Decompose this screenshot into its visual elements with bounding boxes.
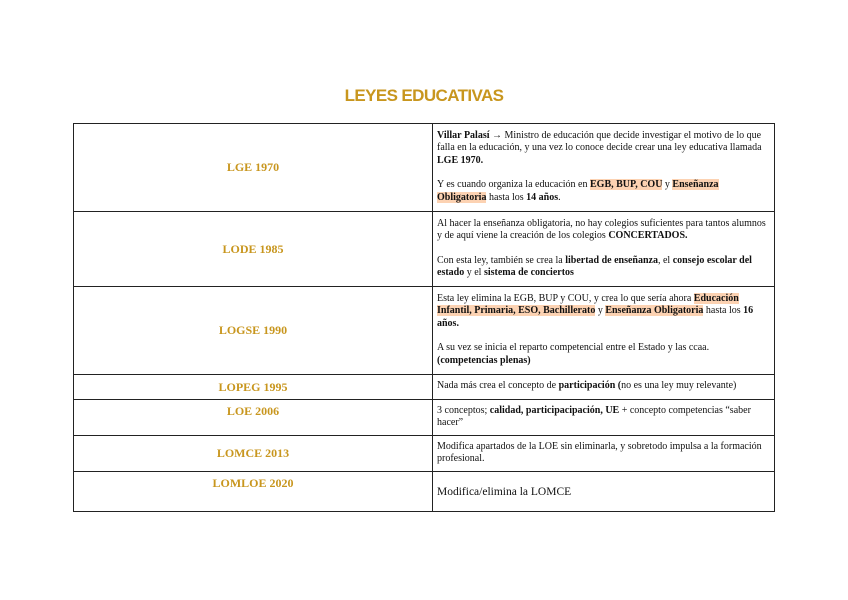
law-name: LOGSE 1990 (74, 287, 433, 375)
table-row (74, 124, 775, 212)
law-name: LGE 1970 (74, 124, 433, 212)
law-name: LOPEG 1995 (74, 375, 433, 400)
table-row (74, 400, 775, 436)
text-bold: Villar Palasí (437, 129, 490, 141)
law-description: Esta ley elimina la EGB, BUP y COU, y crea lo que sería ahora Educación Infantil, Primaria, ESO, Bachillerato y Enseñanza Obligatoria hasta los 16 años. A su vez se inicia el reparto competencial entre el Estado y las ccaa. (competencias plenas) (433, 287, 775, 375)
law-name: LODE 1985 (74, 212, 433, 287)
law-description: Al hacer la enseñanza obligatoria, no hay colegios suficientes para tantos alumnos y de aquí viene la creación de los colegios CONCERTADOS. Con esta ley, también se crea la libertad de enseñanza, el consejo escolar del estado y el sistema de conciertos (433, 212, 775, 287)
laws-table (73, 123, 775, 512)
document-title: LEYES EDUCATIVAS (344, 86, 504, 105)
law-name: LOMCE 2013 (74, 436, 433, 472)
highlight: Enseñanza Obligatoria (605, 305, 704, 317)
law-name: LOMLOE 2020 (74, 472, 433, 512)
law-description: Modifica apartados de la LOE sin eliminarla, y sobretodo impulsa a la formación profesional. (433, 436, 775, 472)
law-description: 3 conceptos; calidad, participacipación, UE + concepto competencias “saber hacer” (433, 400, 775, 436)
highlight: Educación Infantil, Primaria, ESO, Bachillerato (437, 292, 739, 317)
table-row (74, 212, 775, 287)
table-row (74, 375, 775, 400)
highlight: Enseñanza Obligatoria (437, 179, 719, 203)
table-row (74, 436, 775, 472)
arrow-icon: → (492, 129, 502, 141)
law-description: Nada más crea el concepto de participación (no es una ley muy relevante) (433, 375, 775, 400)
law-description: Modifica/elimina la LOMCE (433, 472, 775, 512)
law-name: LOE 2006 (74, 400, 433, 436)
table-row (74, 287, 775, 375)
highlight: EGB, BUP, COU (590, 179, 663, 191)
table-row (74, 472, 775, 512)
law-description: Villar Palasí → Ministro de educación que decide investigar el motivo de lo que falla en la educación, y una vez lo conoce decide crear una ley educativa llamada LGE 1970. Y es cuando organiza la educación en EGB, BUP, COU y Enseñanza Obligatoria hasta los 14 años. (433, 124, 775, 212)
